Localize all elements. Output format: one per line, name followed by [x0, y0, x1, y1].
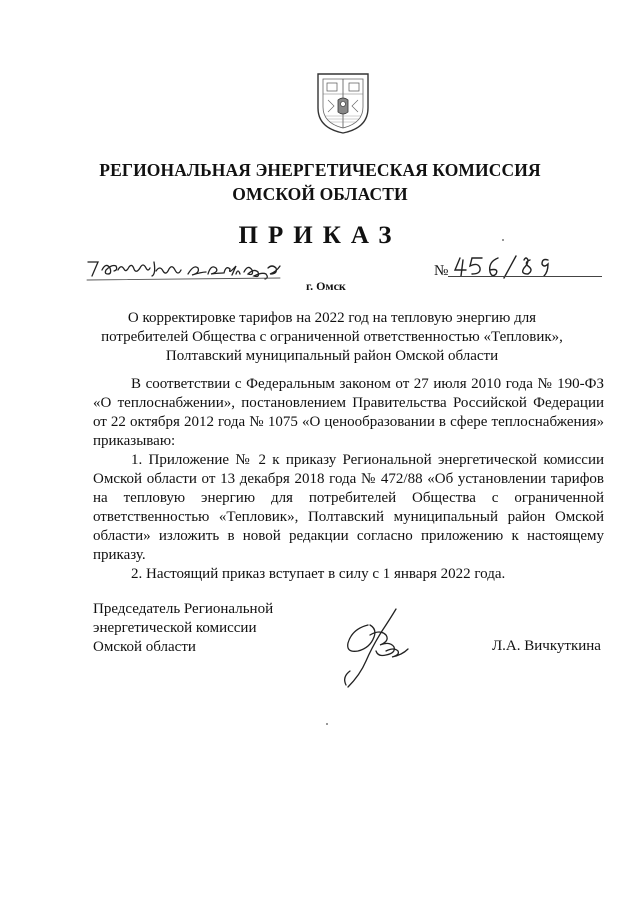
handwritten-signature — [330, 605, 430, 693]
handwritten-date — [84, 254, 284, 286]
signer-name: Л.А. Вичкуткина — [492, 638, 601, 654]
scan-speck — [326, 723, 328, 725]
document-type-title: ПРИКАЗ — [238, 222, 402, 249]
order-item-2: 2. Настоящий приказ вступает в силу с 1 января 2022 года. — [131, 566, 506, 582]
city-label: г. Омск — [306, 279, 346, 293]
signatory-title-line: Председатель Региональной — [93, 601, 274, 617]
order-item-1: 1. Приложение № 2 к приказу Региональной энергетической комиссии Омской области от 13 декабря 2018 года № 472/88 «Об установлении тарифов на тепловую энергию для потребителей Общества с ограниченной ответственностью «Тепловик», Полтавский муниципальный район Омской области» изложить в новой редакции согласно приложению к настоящему приказу. — [93, 452, 604, 563]
subject-line: потребителей Общества с ограниченной ответственностью «Тепловик», — [101, 329, 563, 345]
scan-speck — [502, 239, 504, 241]
order-body — [93, 375, 604, 584]
signatory-title-line: Омской области — [93, 639, 196, 655]
number-label: № — [434, 263, 449, 279]
signatory-title-line: энергетической комиссии — [93, 620, 257, 636]
organization-name-line2: ОМСКОЙ ОБЛАСТИ — [232, 184, 408, 204]
number-underline — [448, 276, 602, 277]
handwritten-number — [452, 254, 602, 282]
subject-line: О корректировке тарифов на 2022 год на тепловую энергию для — [127, 310, 537, 326]
organization-name-line1: РЕГИОНАЛЬНАЯ ЭНЕРГЕТИЧЕСКАЯ КОМИССИЯ — [99, 160, 541, 180]
coat-of-arms-emblem — [314, 70, 372, 136]
preamble-paragraph: В соответствии с Федеральным законом от 27 июля 2010 года № 190-ФЗ «О теплоснабжении», постановлением Правительства Российской Федерации от 22 октября 2012 года № 1075 «О ценообразовании в сфере теплоснабжения» приказываю: — [93, 376, 604, 449]
subject-line: Полтавский муниципальный район Омской области — [165, 348, 499, 364]
subject-heading — [96, 309, 568, 366]
signatory-title — [93, 600, 273, 657]
